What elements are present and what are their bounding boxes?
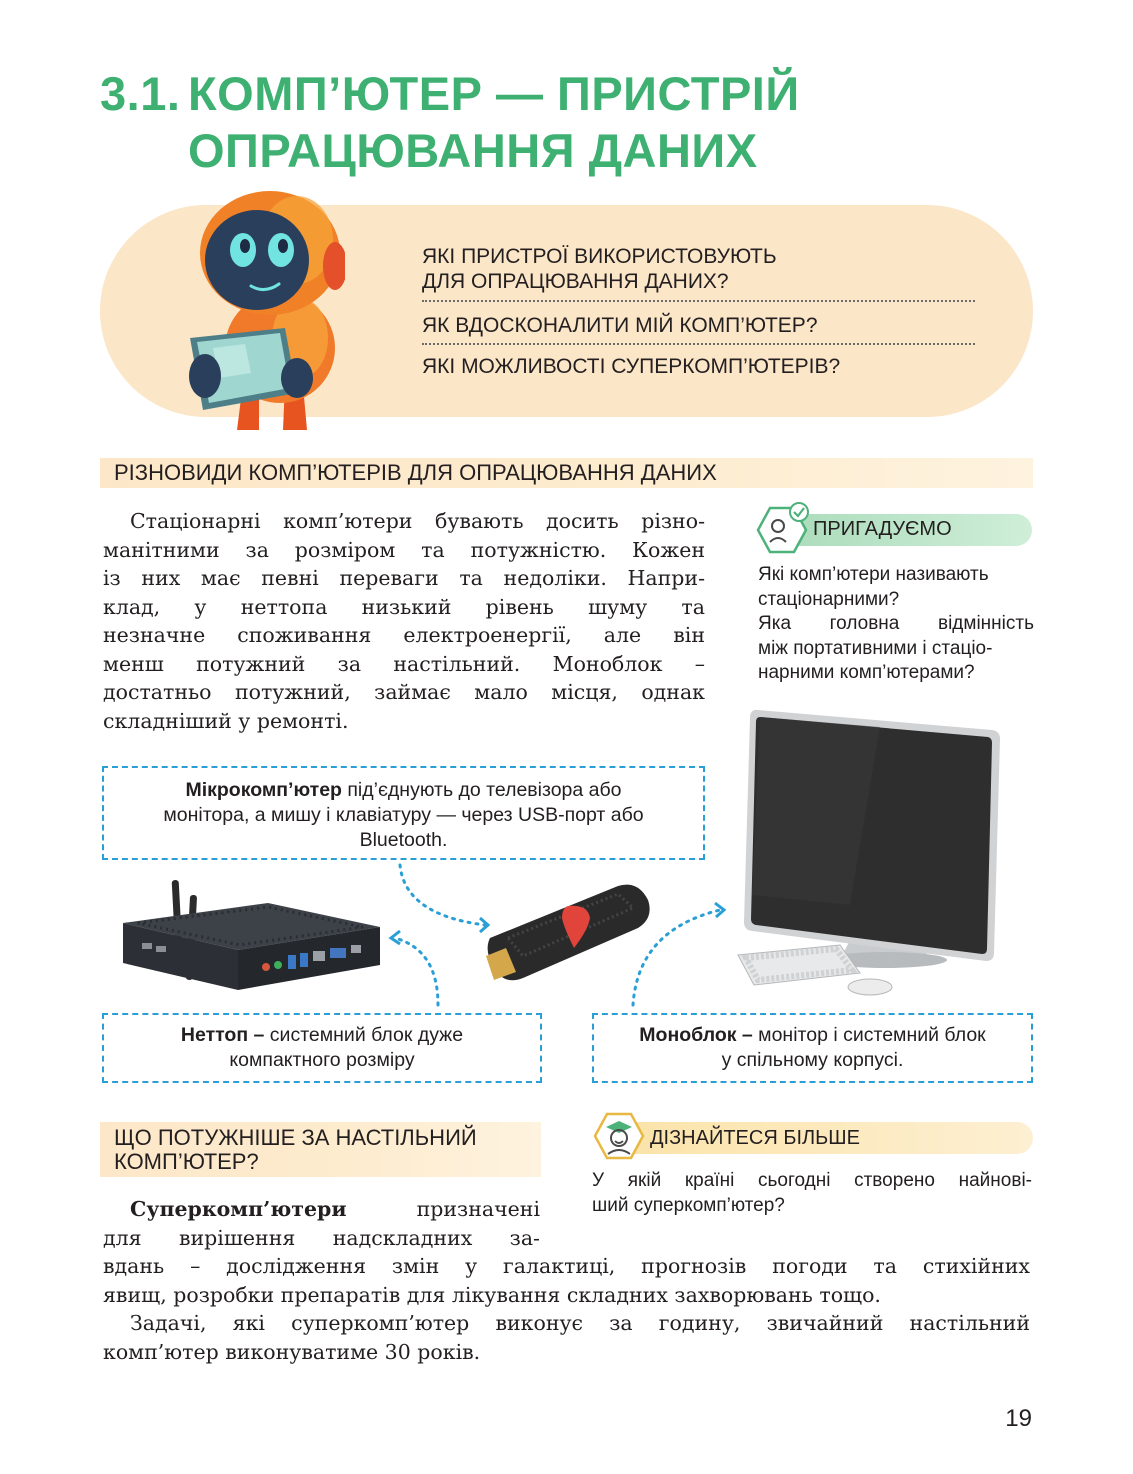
monoblock-caption-text: у спільному корпусі.: [721, 1049, 904, 1071]
recall-questions: [758, 563, 1034, 686]
paragraph-line: менш потужний за настільний. Моноблок –: [103, 651, 705, 676]
supercomputer-term: Суперкомп’ютери: [130, 1197, 347, 1221]
section-heading-line-2: КОМП’ЮТЕР?: [114, 1149, 259, 1174]
chapter-title-line-1: КОМП’ЮТЕР — ПРИСТРІЙ: [188, 67, 800, 120]
nettop-illustration: [118, 875, 388, 995]
intro-question-1-line-1: ЯКІ ПРИСТРОЇ ВИКОРИСТОВУЮТЬ: [422, 245, 777, 268]
paragraph-line: для вирішення надскладних за-: [103, 1225, 540, 1250]
dotted-divider: [422, 300, 975, 302]
paragraph-line: Задачі, які суперкомп’ютер виконує за годину, звичайний настільний: [130, 1311, 1030, 1335]
monoblock-computer-illustration: [730, 705, 1035, 1000]
learn-more-question: [592, 1169, 1032, 1218]
paragraph-line: вдань – дослідження змін у галактиці, прогнозів погоди та стихійних: [103, 1254, 1030, 1278]
microcomputer-term: Мікрокомп’ютер: [185, 779, 342, 801]
paragraph-line: манітними за розміром та потужністю. Кожен: [103, 537, 705, 562]
learn-more-line: ший суперкомп’ютер?: [592, 1194, 785, 1216]
section-heading: РІЗНОВИДИ КОМП’ЮТЕРІВ ДЛЯ ОПРАЦЮВАННЯ ДАНИХ: [114, 460, 717, 485]
intro-question-2: ЯК ВДОСКОНАЛИТИ МІЙ КОМП’ЮТЕР?: [422, 314, 818, 337]
supercomputer-paragraph-top: [103, 1195, 540, 1252]
learn-more-line: У якій країні сьогодні створено найнові-: [592, 1170, 1032, 1191]
nettop-caption-text: системний блок дуже: [264, 1024, 464, 1046]
recall-line: Які комп’ютери називають: [758, 564, 989, 585]
recall-line: Яка головна відмінність: [758, 613, 1034, 634]
section-heading-line-1: ЩО ПОТУЖНІШЕ ЗА НАСТІЛЬНИЙ: [114, 1125, 477, 1150]
recall-line: нарними комп’ютерами?: [758, 662, 975, 683]
recall-line: між портативними і стаціо-: [758, 637, 993, 659]
chapter-number: 3.1.: [100, 67, 181, 120]
paragraph-line: комп’ютер виконуватиме 30 років.: [103, 1339, 481, 1364]
nettop-caption-text: компактного розміру: [229, 1049, 415, 1071]
recall-line: стаціонарними?: [758, 588, 900, 610]
paragraph-line: явищ, розробки препаратів для лікування складних захворювань тощо.: [103, 1282, 881, 1307]
paragraph-line: незначне споживання електроенергії, але він: [103, 623, 705, 647]
nettop-caption-box: [102, 1013, 542, 1083]
section-paragraph: [103, 507, 705, 735]
microcomputer-caption-text: під’єднують до телевізора або: [341, 779, 622, 801]
nettop-term: Неттоп –: [180, 1024, 265, 1046]
paragraph-text: призначені: [346, 1197, 540, 1221]
page-number: 19: [1005, 1405, 1032, 1432]
monoblock-term: Моноблок –: [639, 1024, 753, 1046]
paragraph-line: достатньо потужний, займає мало місця, однак: [103, 680, 705, 704]
paragraph-line: клад, у неттопа низький рівень шуму та: [103, 594, 705, 619]
chapter-title-line-2: ОПРАЦЮВАННЯ ДАНИХ: [188, 124, 758, 177]
recall-label: ПРИГАДУЄМО: [813, 518, 952, 540]
intro-question-3: ЯКІ МОЖЛИВОСТІ СУПЕРКОМП’ЮТЕРІВ?: [422, 355, 841, 378]
learn-more-label: ДІЗНАЙТЕСЯ БІЛЬШЕ: [650, 1127, 860, 1149]
learn-more-icon: [590, 1108, 648, 1164]
robot-mascot-illustration: [185, 188, 345, 433]
microcomputer-caption-text: Bluetooth.: [359, 829, 448, 851]
recall-icon: [752, 500, 812, 556]
intro-question-1-line-2: ДЛЯ ОПРАЦЮВАННЯ ДАНИХ?: [422, 270, 729, 293]
monoblock-caption-text: монітор і системний блок: [752, 1024, 986, 1046]
microcomputer-caption-text: монітора, а мишу і клавіатуру — через USB-порт або: [163, 804, 644, 826]
paragraph-line: Стаціонарні комп’ютери бувають досить різно-: [130, 509, 705, 533]
connector-arrows: [380, 860, 760, 1010]
paragraph-line: із них має певні переваги та недоліки. Напри-: [103, 566, 705, 590]
microcomputer-caption-box: [102, 766, 705, 860]
dotted-divider: [422, 343, 975, 345]
supercomputer-paragraph-bottom: [103, 1252, 1030, 1366]
monoblock-caption-box: [592, 1013, 1033, 1083]
paragraph-line: складніший у ремонті.: [103, 708, 349, 733]
